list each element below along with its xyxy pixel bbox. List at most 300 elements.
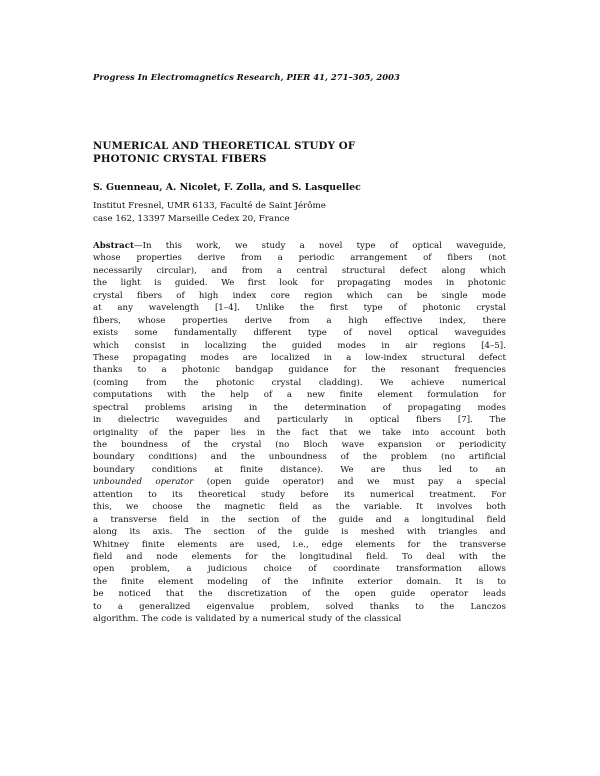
abstract-word: bandgap	[235, 365, 274, 376]
abstract-word: choose	[152, 502, 183, 513]
abstract-word: cladding).	[318, 377, 363, 388]
abstract-word: mode	[482, 290, 506, 301]
abstract-word: longitudinal	[421, 514, 475, 525]
article-title-line-1: NUMERICAL AND THEORETICAL STUDY OF	[93, 140, 356, 152]
abstract-word: novel	[318, 241, 343, 251]
abstract-word: Lanczos	[470, 601, 506, 612]
abstract-word: consist	[134, 340, 166, 351]
abstract-word: of	[257, 527, 266, 538]
abstract-word: noticed	[118, 589, 151, 600]
abstract-word: thus	[402, 464, 422, 475]
abstract-word: magnetic	[224, 502, 266, 513]
abstract-word: pay	[427, 477, 444, 488]
abstract	[93, 240, 506, 626]
abstract-word: light	[120, 278, 141, 289]
abstract-line	[93, 576, 506, 588]
abstract-word: problem	[390, 452, 428, 463]
abstract-word: the	[284, 576, 299, 587]
abstract-word: at	[214, 464, 223, 475]
abstract-word: conditions)	[148, 452, 197, 463]
abstract-word: transverse	[459, 539, 506, 550]
abstract-word: is	[154, 278, 162, 289]
abstract-word: the	[203, 440, 218, 450]
abstract-word: to	[415, 601, 424, 612]
abstract-word: field.	[366, 551, 389, 562]
abstract-word: judicious	[207, 564, 248, 575]
abstract-word: finite	[141, 539, 165, 550]
author-list: S. Guenneau, A. Nicolet, F. Zolla, and S. Lasquellec	[93, 182, 361, 193]
abstract-word: photonic	[422, 303, 461, 314]
abstract-word: photonic	[467, 278, 506, 289]
abstract-word: waveguide,	[456, 241, 506, 251]
abstract-word: are	[229, 539, 245, 550]
abstract-line	[93, 427, 506, 439]
abstract-line	[93, 464, 506, 476]
abstract-word: periodic	[298, 253, 335, 264]
abstract-word: elements	[177, 539, 218, 550]
abstract-word: choice	[263, 564, 292, 575]
abstract-word: waveguides	[175, 415, 228, 426]
abstract-word: different	[253, 328, 292, 339]
abstract-word: circular),	[156, 265, 197, 276]
abstract-word: operator)	[282, 477, 324, 488]
abstract-word: special	[475, 477, 506, 488]
abstract-word: type	[363, 303, 383, 314]
abstract-word: and	[244, 415, 261, 426]
abstract-word: variable.	[363, 502, 403, 513]
abstract-word: eigenvalue	[206, 601, 255, 612]
abstract-word: frequencies	[454, 365, 506, 376]
abstract-word: with	[167, 390, 187, 401]
abstract-word: The	[184, 527, 202, 538]
abstract-word: core	[270, 290, 290, 301]
abstract-word: the	[196, 502, 211, 513]
abstract-word: We	[380, 377, 394, 388]
abstract-word: and	[126, 551, 143, 562]
abstract-word: in	[446, 278, 455, 289]
abstract-word: for	[407, 539, 421, 550]
abstract-word: a	[117, 601, 123, 612]
abstract-word: we	[234, 241, 248, 251]
abstract-word: an	[495, 464, 506, 475]
abstract-word: we	[358, 427, 371, 438]
abstract-word: solved	[325, 601, 354, 612]
abstract-word: defect	[478, 352, 506, 363]
abstract-word: localizing	[204, 340, 247, 351]
abstract-word: the	[240, 452, 255, 463]
abstract-emphasis-word: operator	[155, 477, 194, 488]
abstract-word: periodicity	[458, 440, 506, 450]
abstract-word: expansion	[377, 440, 423, 450]
affiliation-line-1: Institut Fresnel, UMR 6133, Faculté de Saint Jérôme	[93, 201, 326, 211]
abstract-word: classical	[364, 614, 402, 625]
abstract-label: Abstract	[93, 241, 134, 251]
abstract-line	[93, 302, 506, 314]
abstract-line	[93, 414, 506, 426]
abstract-word: high	[198, 290, 219, 301]
abstract-word: The	[489, 415, 506, 426]
abstract-word: some	[134, 328, 158, 339]
abstract-word: are	[242, 352, 258, 363]
abstract-word: crystal	[476, 303, 506, 314]
abstract-word: properties	[136, 253, 182, 264]
abstract-word: propagating	[407, 402, 462, 413]
abstract-word: fibers	[447, 253, 473, 264]
abstract-word: the	[221, 514, 236, 525]
abstract-word: operator	[430, 589, 469, 600]
abstract-word: in	[256, 427, 266, 438]
abstract-word: the	[371, 365, 386, 376]
abstract-word: guided	[291, 340, 322, 351]
abstract-word: can	[386, 290, 403, 301]
abstract-word: spectral	[93, 402, 129, 413]
abstract-word: achieve	[410, 377, 445, 388]
abstract-word: region	[304, 290, 333, 301]
abstract-line	[93, 551, 506, 563]
abstract-word: dielectric	[117, 415, 160, 426]
abstract-line	[93, 451, 506, 463]
abstract-word: in	[248, 402, 258, 413]
abstract-word: problem,	[130, 564, 170, 575]
abstract-word: the	[198, 589, 213, 600]
abstract-word: distance).	[280, 464, 324, 475]
abstract-word: of	[389, 241, 399, 251]
abstract-word: low-index	[365, 352, 408, 363]
abstract-line	[93, 526, 506, 538]
abstract-word: For	[491, 489, 506, 500]
abstract-word: of	[291, 514, 301, 525]
abstract-line	[93, 539, 506, 551]
abstract-word: unboundness	[268, 452, 327, 463]
abstract-word: To	[402, 551, 413, 562]
abstract-word: These	[93, 352, 119, 363]
abstract-word: of	[343, 328, 352, 339]
abstract-word: generalized	[139, 601, 191, 612]
abstract-word: exists	[93, 328, 119, 339]
abstract-word: deal	[426, 551, 445, 562]
abstract-word: (no	[275, 440, 290, 450]
abstract-word: look	[279, 278, 298, 289]
abstract-word: in	[381, 340, 390, 351]
abstract-word: of	[149, 427, 158, 438]
abstract-word: numerical	[260, 614, 305, 625]
abstract-word: a	[252, 614, 258, 625]
abstract-word: study	[261, 489, 285, 500]
abstract-word: a	[276, 265, 283, 276]
abstract-word: the	[273, 402, 288, 413]
abstract-word: the	[325, 589, 340, 600]
abstract-word: transverse	[110, 514, 157, 525]
abstract-word: guided.	[174, 278, 208, 289]
abstract-word: triangles	[438, 527, 478, 538]
abstract-word: open	[93, 564, 115, 575]
abstract-word: transformation	[396, 564, 462, 575]
abstract-word: the	[299, 303, 315, 314]
affiliation	[93, 200, 326, 226]
abstract-word: of	[340, 452, 349, 463]
abstract-word: thanks	[93, 365, 123, 376]
abstract-word: as	[312, 502, 322, 513]
abstract-line	[93, 489, 506, 501]
abstract-word: of	[176, 290, 185, 301]
abstract-word: a	[299, 241, 305, 251]
abstract-word: the	[432, 539, 447, 550]
article-title	[93, 140, 355, 166]
abstract-word: Unlike	[255, 303, 285, 314]
abstract-line	[93, 613, 506, 625]
abstract-word: i.e.,	[292, 539, 309, 550]
abstract-word: of	[382, 402, 392, 413]
abstract-word: validated	[195, 614, 236, 625]
abstract-word: domain.	[406, 576, 442, 587]
abstract-word: finite	[121, 576, 144, 587]
abstract-word: a	[456, 477, 462, 488]
abstract-line	[93, 377, 506, 389]
abstract-word: fact	[301, 427, 319, 438]
abstract-word: structural	[421, 352, 465, 363]
abstract-word: guide	[390, 589, 416, 600]
abstract-word: photonic	[215, 377, 255, 388]
abstract-word: The	[141, 614, 159, 625]
abstract-line	[93, 315, 506, 327]
abstract-word: take	[382, 427, 401, 438]
abstract-word: must	[392, 477, 415, 488]
abstract-word: (open	[206, 477, 232, 488]
abstract-word: is	[476, 576, 484, 587]
abstract-word: photonic	[181, 365, 221, 376]
abstract-word: leads	[482, 589, 506, 600]
abstract-word: structural	[341, 265, 386, 276]
abstract-word: both	[486, 502, 506, 513]
abstract-word: arrangement	[350, 253, 408, 264]
abstract-line	[93, 240, 506, 252]
abstract-word: algorithm.	[93, 614, 139, 625]
abstract-word: section	[247, 514, 280, 525]
abstract-word: any	[117, 303, 133, 314]
abstract-word: first	[329, 303, 348, 314]
abstract-word: problems	[144, 402, 186, 413]
abstract-word: crystal	[271, 377, 302, 388]
abstract-word: guidance	[288, 365, 329, 376]
abstract-word: new	[306, 390, 325, 401]
abstract-word: used,	[256, 539, 281, 550]
abstract-word: are	[370, 464, 386, 475]
abstract-word: theoretical	[198, 489, 246, 500]
abstract-word: of	[181, 440, 191, 450]
abstract-word: [1–4].	[214, 303, 240, 314]
abstract-word: the	[184, 377, 199, 388]
abstract-word: Whitney	[93, 539, 130, 550]
abstract-word: type	[356, 241, 376, 251]
abstract-word: which	[479, 265, 506, 276]
abstract-word: (coming	[93, 377, 129, 388]
abstract-word: high	[348, 315, 368, 326]
abstract-word: effective	[384, 315, 423, 326]
abstract-word: regions	[432, 340, 466, 351]
abstract-word: propagating	[132, 352, 187, 363]
abstract-word: and	[337, 477, 354, 488]
abstract-word: account	[440, 427, 475, 438]
abstract-line	[93, 265, 506, 277]
abstract-word: its	[343, 489, 355, 500]
abstract-word: optical	[369, 415, 400, 426]
abstract-word: be	[93, 589, 104, 600]
abstract-emphasis-word: unbounded	[93, 477, 143, 488]
abstract-word: in	[200, 514, 210, 525]
abstract-word: to	[497, 576, 506, 587]
abstract-word: arising	[202, 402, 233, 413]
abstract-word: the	[346, 614, 361, 625]
abstract-word: wave	[341, 440, 365, 450]
abstract-word: a	[93, 514, 99, 525]
abstract-word: open	[354, 589, 376, 600]
abstract-word: node	[156, 551, 178, 562]
abstract-word: finite	[339, 390, 363, 401]
abstract-word: that	[165, 589, 184, 600]
abstract-line	[93, 514, 506, 526]
abstract-line	[93, 277, 506, 289]
abstract-word: in	[323, 352, 333, 363]
abstract-word: index,	[439, 315, 466, 326]
abstract-word: whose	[93, 253, 121, 264]
abstract-word: coordinate	[332, 564, 380, 575]
abstract-word: axis.	[152, 527, 173, 538]
abstract-word: the	[277, 527, 293, 538]
abstract-word: infinite	[312, 576, 344, 587]
abstract-word: the	[335, 502, 350, 513]
abstract-word: field	[486, 514, 506, 525]
abstract-word: the	[93, 278, 108, 289]
abstract-word: with	[406, 527, 427, 538]
abstract-word: element	[157, 576, 194, 587]
abstract-line	[93, 563, 506, 575]
abstract-line	[93, 588, 506, 600]
abstract-word: fibers	[416, 415, 442, 426]
abstract-word: work,	[196, 241, 221, 251]
abstract-word: the	[362, 452, 377, 463]
abstract-word: in	[180, 340, 190, 351]
abstract-word: from	[241, 265, 263, 276]
abstract-word: numerical	[461, 377, 506, 388]
abstract-word: that	[329, 427, 348, 438]
abstract-word: derive	[197, 253, 226, 264]
abstract-word: the	[168, 427, 183, 438]
abstract-word: and	[489, 527, 506, 538]
abstract-word: its	[129, 527, 141, 538]
abstract-word: problem,	[270, 601, 310, 612]
abstract-word: wavelength	[148, 303, 200, 314]
abstract-word: of	[302, 589, 311, 600]
abstract-word: led	[438, 464, 453, 475]
abstract-word: code	[161, 614, 182, 625]
abstract-line	[93, 402, 506, 414]
abstract-word: field	[279, 502, 299, 513]
abstract-word: modes	[200, 352, 229, 363]
abstract-word: the	[93, 440, 108, 450]
abstract-word: resonant	[400, 365, 440, 376]
abstract-word: properties	[182, 315, 228, 326]
abstract-word: this	[165, 241, 182, 251]
abstract-word: thanks	[369, 601, 400, 612]
abstract-word: we	[366, 477, 380, 488]
abstract-word: edge	[321, 539, 343, 550]
abstract-word: fibers	[136, 290, 163, 301]
abstract-word: the	[262, 340, 277, 351]
abstract-line	[93, 601, 506, 613]
abstract-word: the	[201, 390, 216, 401]
abstract-word: Bloch	[303, 440, 328, 450]
abstract-word: element	[377, 390, 413, 401]
abstract-word: optical	[412, 241, 442, 251]
abstract-word: at	[93, 303, 102, 314]
abstract-word: [4–5].	[481, 340, 506, 351]
abstract-word: fibers,	[93, 315, 121, 326]
abstract-word: a	[404, 514, 410, 525]
abstract-word: exterior	[357, 576, 393, 587]
abstract-word: (no	[441, 452, 456, 463]
abstract-word: longitudinal	[299, 551, 353, 562]
abstract-word: its	[172, 489, 183, 500]
abstract-word: modes	[404, 278, 433, 289]
abstract-word: a	[186, 564, 192, 575]
abstract-line	[93, 364, 506, 376]
abstract-word: study	[261, 241, 286, 251]
abstract-word: modeling	[207, 576, 248, 587]
abstract-word: computations	[93, 390, 153, 401]
abstract-word: in	[344, 415, 353, 426]
abstract-word: guide	[244, 477, 270, 488]
abstract-word: treatment.	[429, 489, 476, 500]
abstract-word: to	[137, 365, 147, 376]
abstract-word: formulation	[427, 390, 479, 401]
abstract-word: guide	[304, 527, 329, 538]
abstract-word: single	[441, 290, 468, 301]
abstract-word: in	[93, 415, 102, 426]
abstract-word: and	[211, 265, 228, 276]
abstract-word: guide	[338, 514, 364, 525]
abstract-word: with	[458, 551, 478, 562]
abstract-word: to	[93, 601, 102, 612]
abstract-word: numerical	[370, 489, 415, 500]
abstract-word: and	[375, 514, 392, 525]
abstract-word: first	[247, 278, 266, 289]
article-title-line-2: PHOTONIC CRYSTAL FIBERS	[93, 153, 267, 165]
abstract-word: localized	[271, 352, 310, 363]
abstract-word: a	[346, 352, 352, 363]
abstract-word: It	[455, 576, 463, 587]
abstract-word: from	[288, 315, 310, 326]
abstract-word: to	[469, 464, 478, 475]
abstract-word: along	[93, 527, 118, 538]
abstract-word: for	[343, 365, 357, 376]
abstract-word: a	[277, 253, 283, 264]
abstract-word: for	[245, 551, 258, 562]
journal-citation: Progress In Electromagnetics Research, PIER 41, 271–305, 2003	[93, 72, 400, 82]
abstract-word: there	[482, 315, 506, 326]
abstract-word: conditions	[151, 464, 198, 475]
abstract-word: or	[435, 440, 446, 450]
abstract-word: be	[416, 290, 428, 301]
abstract-word: both	[486, 427, 506, 438]
abstract-word: a	[326, 315, 332, 326]
abstract-word: attention	[93, 489, 133, 500]
affiliation-line-2: case 162, 13397 Marseille Cedex 20, France	[93, 214, 290, 224]
abstract-word: modes	[337, 340, 366, 351]
abstract-line	[93, 439, 506, 451]
abstract-word: [7].	[457, 415, 473, 426]
abstract-word: of	[423, 253, 432, 264]
abstract-line	[93, 252, 506, 264]
